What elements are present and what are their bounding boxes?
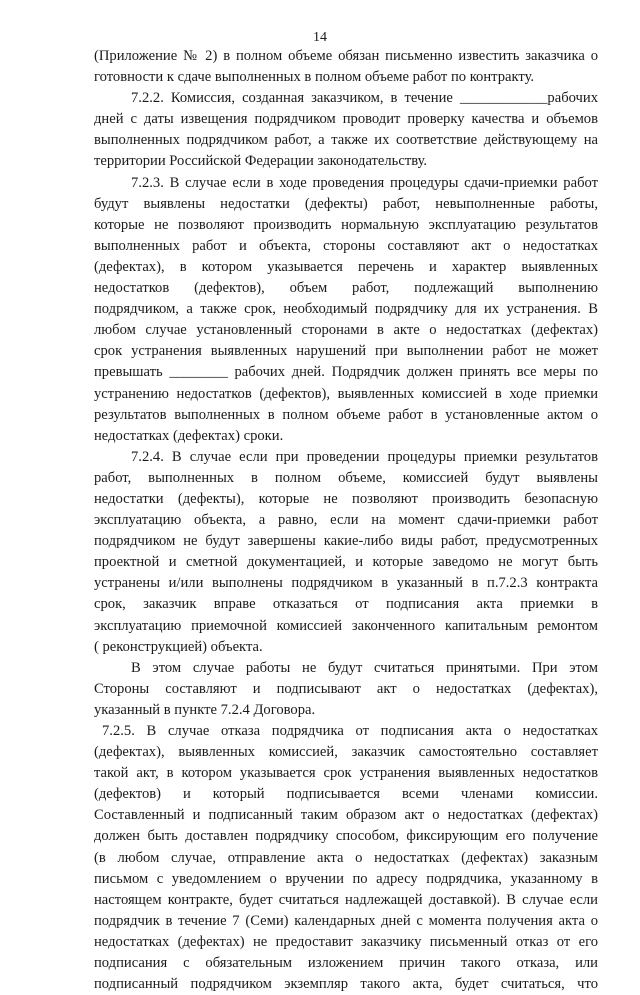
text-line: недостатки (дефекты), которые не позволяют производить безопасную <box>94 490 598 507</box>
text-line: любом случае установленный сторонами в акте о недостатках (дефектах) <box>94 322 598 339</box>
text-line: (Приложение № 2) в полном объеме обязан письменно известить заказчика о <box>94 48 598 64</box>
text-line: В этом случае работы не будут считаться принятыми. При этом <box>131 659 598 676</box>
text-line: настоящем контракте, будет считаться надлежащей доставкой). В случае если <box>94 891 598 908</box>
text-line: (в любом случае, отправление акта о недостатках (дефектах) заказным <box>94 849 598 866</box>
text-line: (дефектах), выявленных комиссией, заказчик самостоятельно составляет <box>94 744 598 761</box>
text-line: подписания с обязательным изложением причин такого отказа, или <box>94 955 598 972</box>
text-line: (дефектах), в котором указывается перечень и характер выявленных <box>94 258 598 275</box>
text-line: устранению недостатков (дефектов), выявленных комиссией в ходе приемки <box>94 385 598 402</box>
text-line: дней с даты извещения подрядчиком проводит проверку качества и объемов <box>94 111 598 128</box>
text-line: должен быть доставлен подрядчику способом, фиксирующим его получение <box>94 828 598 845</box>
text-line: подрядчик в течение 7 (Семи) календарных дней с момента получения акта о <box>94 912 598 929</box>
text-line: территории Российской Федерации законодательству. <box>94 153 428 170</box>
text-line: эксплуатацию объекта, а равно, если на момент сдачи-приемки работ <box>94 512 598 529</box>
text-line: недостатках (дефектах) сроки. <box>94 427 284 444</box>
text-line: 7.2.5. В случае отказа подрядчика от подписания акта о недостатках <box>102 723 598 739</box>
text-line: которые не позволяют производить нормальную эксплуатацию результатов <box>94 216 598 233</box>
page-number: 14 <box>313 30 327 45</box>
text-line: выполненных работ и объекта, стороны составляют акт о недостатках <box>94 237 598 254</box>
text-line: будут выявлены недостатки (дефекты) работ, невыполненные работы, <box>94 195 598 212</box>
text-line: указанный в пункте 7.2.4 Договора. <box>94 701 316 718</box>
text-line: срок, заказчик вправе отказаться от подписания акта приемки в <box>94 596 598 613</box>
text-line: 7.2.2. Комиссия, созданная заказчиком, в течение ____________рабочих <box>131 90 598 107</box>
text-line: подрядчиком не будут завершены какие-либо виды работ, предусмотренных <box>94 533 598 550</box>
text-line: 7.2.4. В случае если при проведении процедуры приемки результатов <box>131 448 598 465</box>
text-line: превышать ________ рабочих дней. Подрядчик должен принять все меры по <box>94 364 598 381</box>
text-line: работ, выполненных в полном объеме, комиссией будут выявлены <box>94 469 598 486</box>
document-body <box>94 46 598 995</box>
text-line: 7.2.3. В случае если в ходе проведения процедуры сдачи-приемки работ <box>131 174 598 191</box>
text-line: письмом с уведомлением о вручении по адресу подрядчика, указанному в <box>94 870 598 887</box>
text-line: подписанный подрядчиком экземпляр такого акта, будет считаться, что <box>94 976 598 993</box>
text-line: Составленный и подписанный таким образом акт о недостатках (дефектах) <box>94 807 598 824</box>
text-line: срок устранения выявленных нарушений при выполнении работ не может <box>94 343 598 360</box>
text-line: подрядчиком, а также срок, необходимый подрядчику для их устранения. В <box>94 301 598 318</box>
text-line: результатов выполненных в полном объеме работ в установленные актом о <box>94 406 598 423</box>
text-line: устранены и/или выполнены подрядчиком в указанный в п.7.2.3 контракта <box>94 575 598 592</box>
text-line: готовности к сдаче выполненных в полном объеме работ по контракту. <box>94 69 535 86</box>
text-line: выполненных подрядчиком работ, а также их соответствие действующему на <box>94 132 598 149</box>
text-line: Стороны составляют и подписывают акт о недостатках (дефектах), <box>94 680 598 697</box>
text-line: (дефектов) и который подписывается всеми членами комиссии. <box>94 786 598 803</box>
text-line: недостатков (дефектов), объем работ, подлежащий выполнению <box>94 280 598 297</box>
text-line: эксплуатацию приемочной комиссией законченного капитальным ремонтом <box>94 617 598 634</box>
text-line: недостатках (дефектах) не предоставит заказчику письменный отказ от его <box>94 933 598 950</box>
text-line: проектной и сметной документацией, и которые заведомо не могут быть <box>94 554 598 571</box>
text-line: такой акт, в котором указывается срок устранения выявленных недостатков <box>94 765 598 782</box>
text-line: ( реконструкцией) объекта. <box>94 638 263 655</box>
